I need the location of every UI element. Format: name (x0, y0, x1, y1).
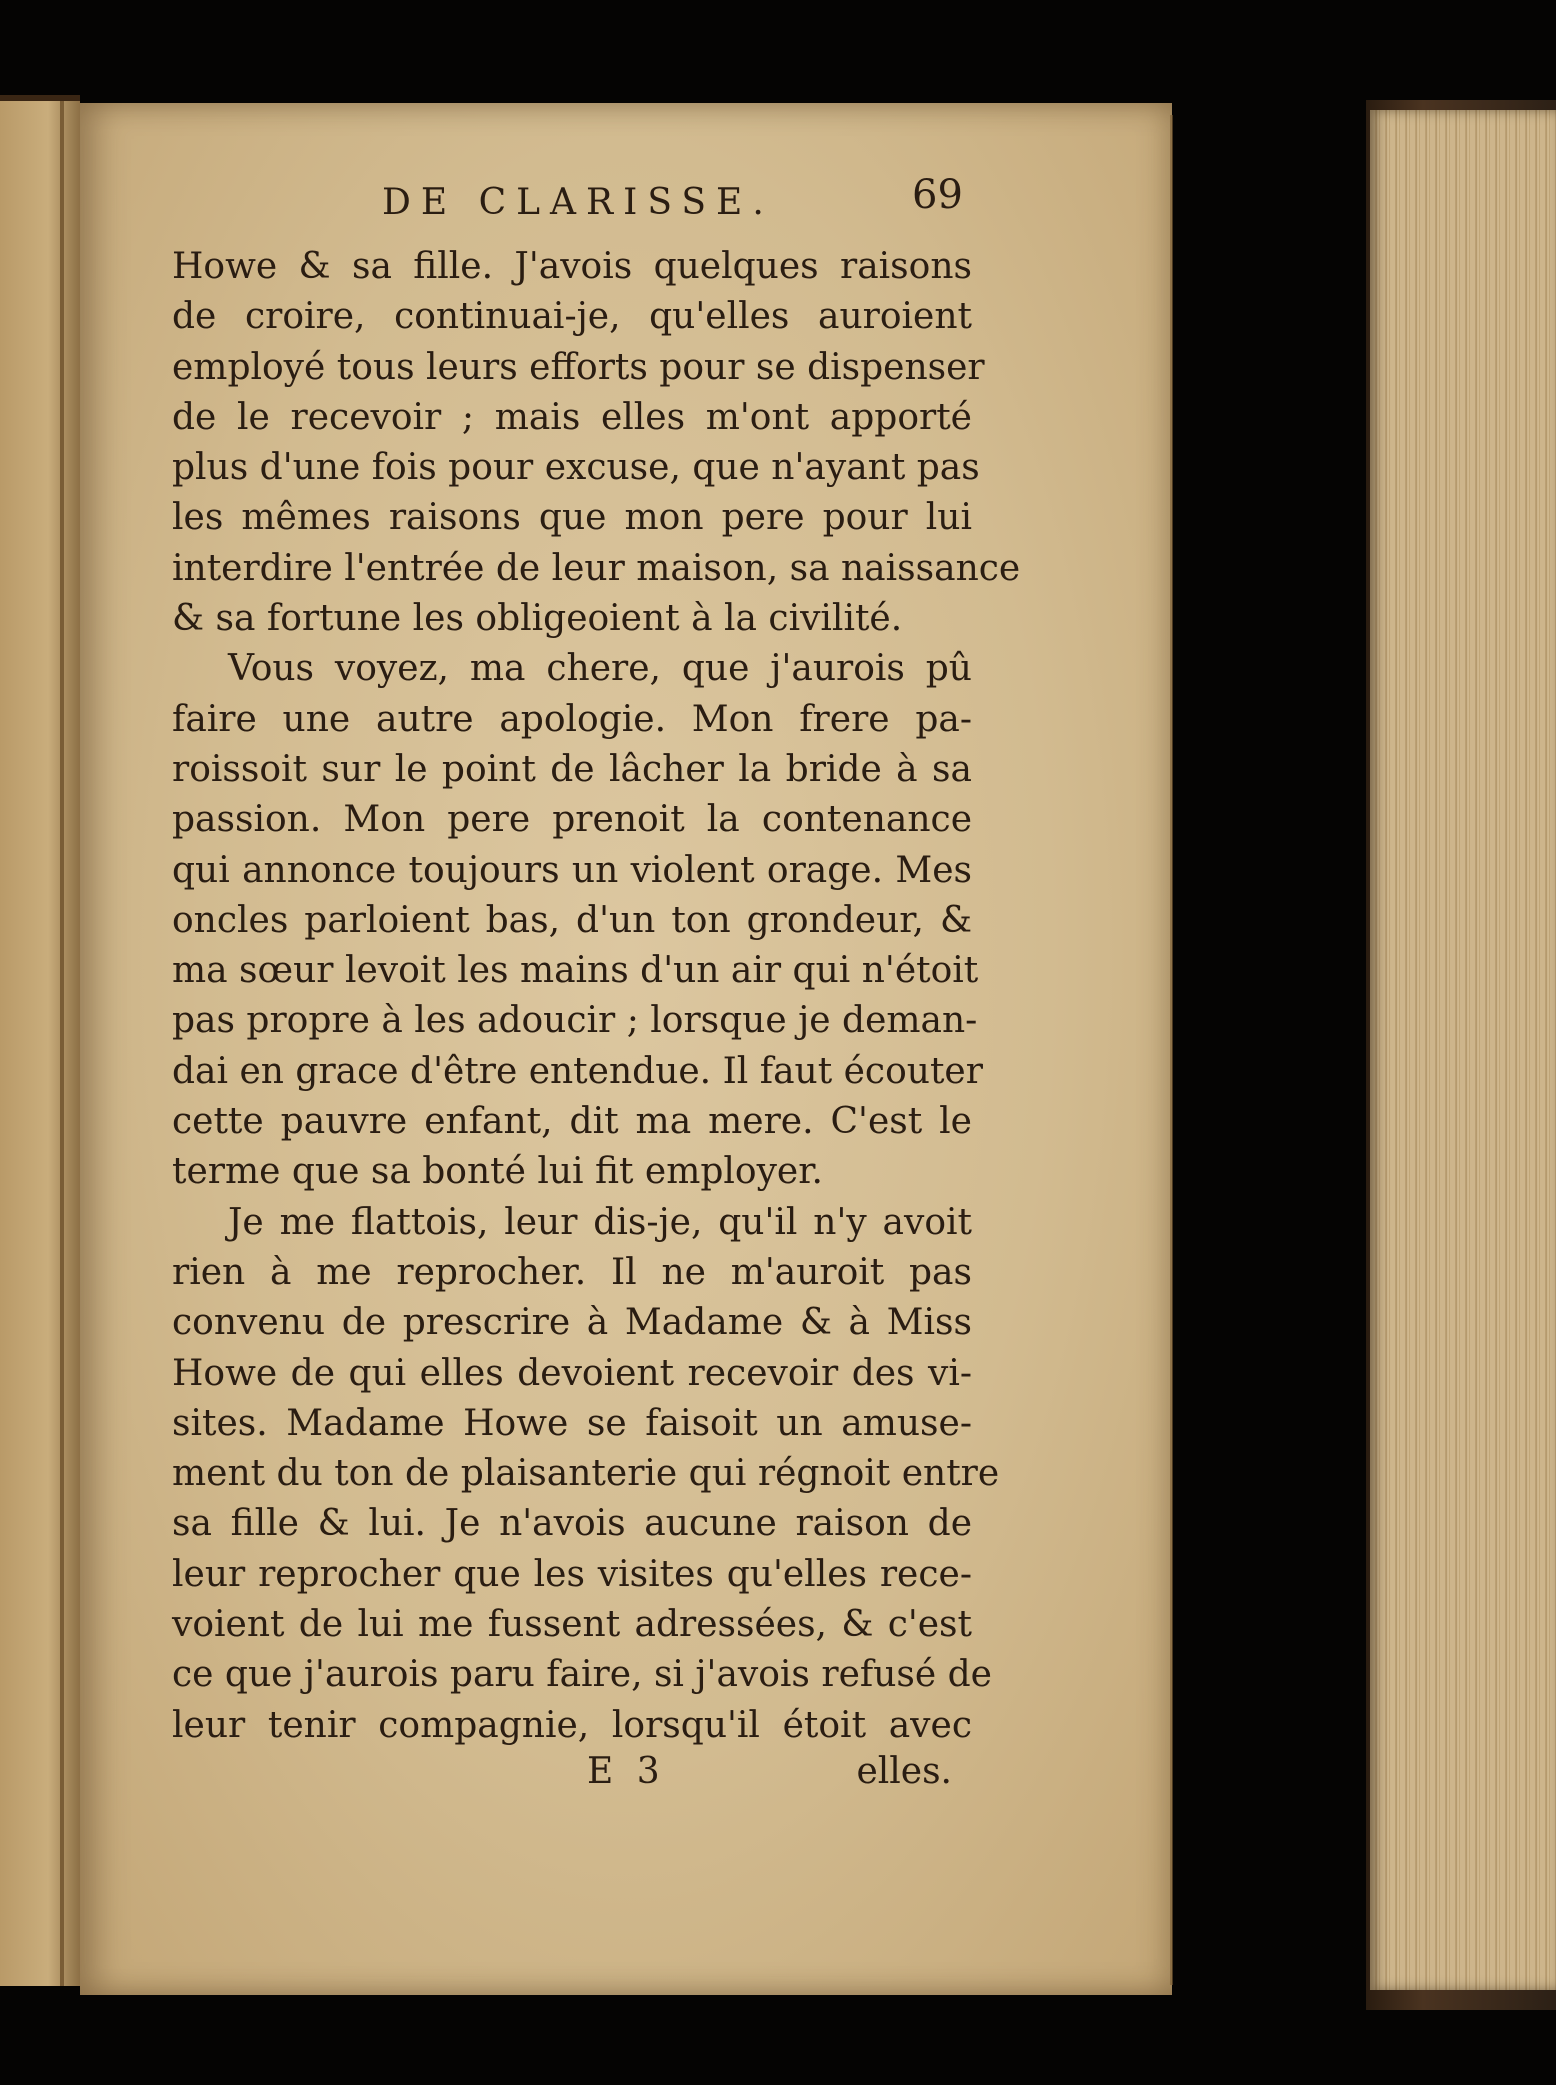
page-footer (172, 1751, 972, 1811)
text-line: qui annonce toujours un violent orage. Mes (172, 849, 972, 891)
text-block (172, 172, 1021, 1811)
text-line: cette pauvre enfant, dit ma mere. C'est le (172, 1101, 972, 1143)
text-line: pas propre à les adoucir ; lorsque je deman- (172, 1000, 978, 1042)
text-line: Vous voyez, ma chere, que j'aurois pû (228, 648, 972, 690)
text-line: interdire l'entrée de leur maison, sa naissance (172, 547, 1021, 589)
text-line: passion. Mon pere prenoit la contenance (172, 799, 972, 841)
signature-mark: E 3 (587, 1750, 666, 1792)
left-page-edge (0, 95, 80, 1986)
text-line: de croire, continuai-je, qu'elles auroient (172, 296, 972, 338)
text-line: sa fille & lui. Je n'avois aucune raison de (172, 1503, 972, 1545)
text-line: ment du ton de plaisanterie qui régnoit entre (172, 1453, 1000, 1495)
text-line: ma sœur levoit les mains d'un air qui n'étoit (172, 950, 979, 992)
text-line: sites. Madame Howe se faisoit un amuse- (172, 1402, 972, 1444)
text-line: Howe de qui elles devoient recevoir des vi- (172, 1352, 972, 1394)
text-line: faire une autre apologie. Mon frere pa- (172, 698, 972, 740)
text-line: leur tenir compagnie, lorsqu'il étoit avec (172, 1704, 972, 1746)
page-block-edges (1370, 110, 1556, 1990)
page-header (172, 172, 972, 242)
text-line: les mêmes raisons que mon pere pour lui (172, 497, 972, 539)
page-number: 69 (912, 172, 963, 218)
text-line: roissoit sur le point de lâcher la bride à sa (172, 748, 972, 790)
text-line: de le recevoir ; mais elles m'ont apporté (172, 396, 972, 438)
text-line: & sa fortune les obligeoient à la civilité. (172, 598, 903, 640)
text-line: plus d'une fois pour excuse, que n'ayant pas (172, 447, 980, 489)
catchword: elles. (856, 1750, 952, 1792)
text-line: convenu de prescrire à Madame & à Miss (172, 1302, 972, 1344)
text-line: rien à me reprocher. Il ne m'auroit pas (172, 1251, 972, 1293)
text-line: leur reprocher que les visites qu'elles rece- (172, 1553, 972, 1595)
page-fold (1170, 115, 1173, 1985)
text-line: dai en grace d'être entendue. Il faut écouter (172, 1050, 983, 1092)
text-line: Howe & sa fille. J'avois quelques raisons (172, 246, 972, 287)
text-line: terme que sa bonté lui fit employer. (172, 1151, 823, 1193)
text-line: voient de lui me fussent adressées, & c'est (172, 1604, 972, 1646)
text-line: ce que j'aurois paru faire, si j'avois refusé de (172, 1654, 992, 1696)
text-line: oncles parloient bas, d'un ton grondeur, & (172, 899, 972, 941)
text-line: employé tous leurs efforts pour se dispenser (172, 346, 985, 388)
text-line: Je me flattois, leur dis-je, qu'il n'y avoit (228, 1201, 972, 1243)
running-head: DE CLARISSE. (382, 182, 774, 223)
